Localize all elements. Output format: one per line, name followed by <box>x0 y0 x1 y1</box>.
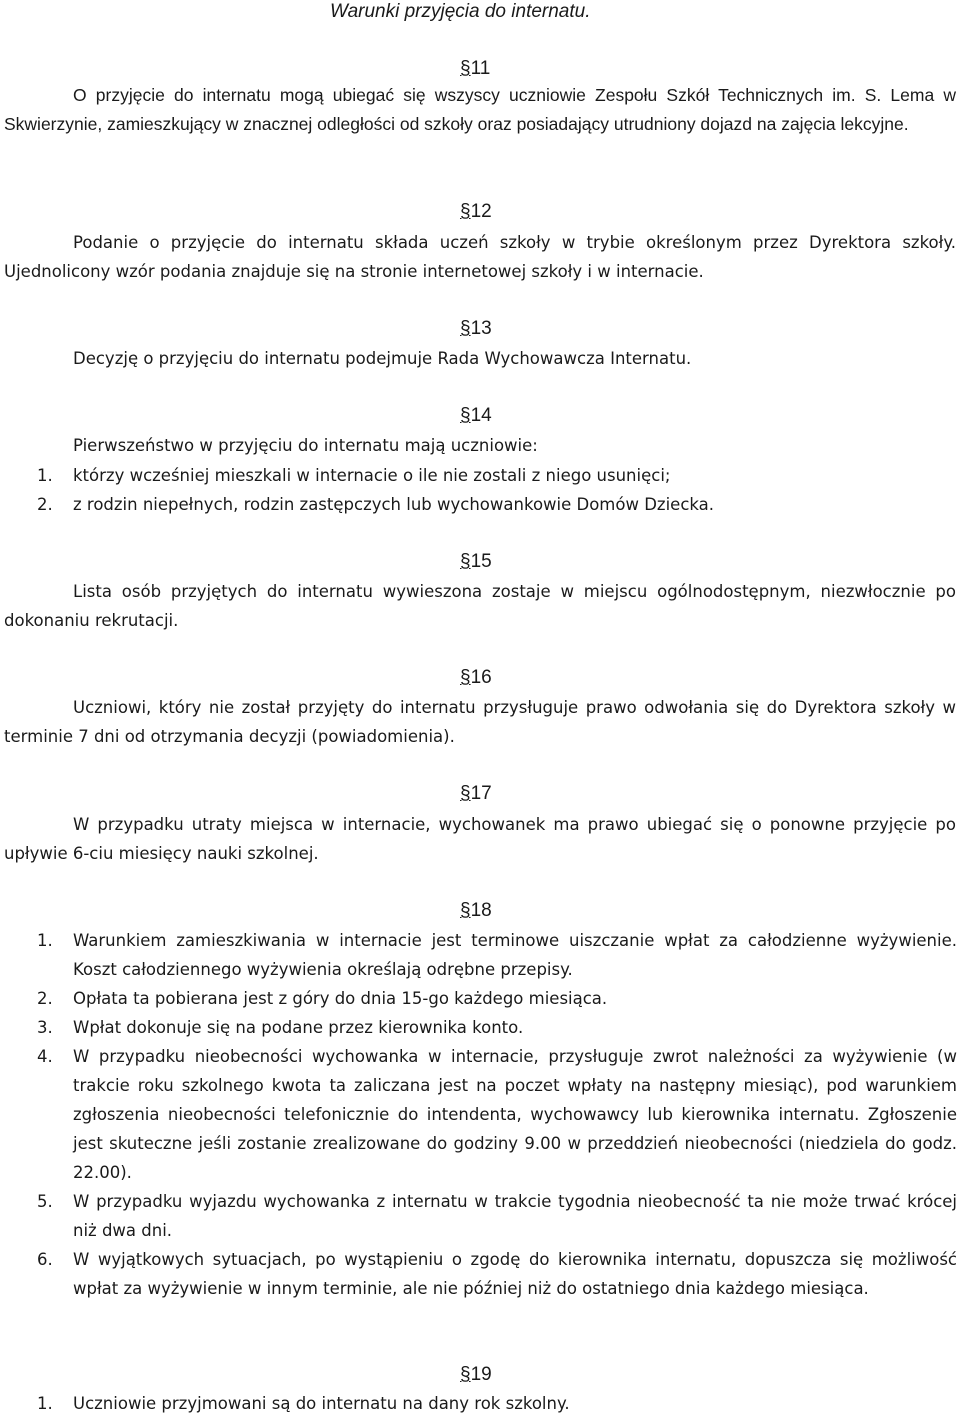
section-symbol: § <box>460 318 471 339</box>
list-item: W wyjątkowych sytuacjach, po wystąpieniu o zgodę do kierownika internatu, dopuszcza się możliwość wpłat za wyżywienie w innym terminie, ale nie później niż do ostatniego dnia każdego miesiąca. <box>73 1250 957 1298</box>
section-heading-13 <box>460 317 492 341</box>
section-17-text: W przypadku utraty miejsca w internacie, wychowanek ma prawo ubiegać się o ponowne przyjęcie po upływie 6-ciu miesięcy nauki szkolnej. <box>4 815 956 863</box>
section-symbol: § <box>460 900 471 921</box>
list-item-number: 2. <box>37 989 53 1008</box>
list-item-number: 1. <box>37 931 53 950</box>
section-heading-16 <box>460 666 492 690</box>
list-item-number: 4. <box>37 1047 53 1066</box>
section-number: 18 <box>470 900 492 921</box>
section-number: 17 <box>470 783 492 804</box>
list-item-number: 2. <box>37 495 53 514</box>
document-title: Warunki przyjęcia do internatu. <box>330 1 591 22</box>
list-item: Warunkiem zamieszkiwania w internacie jest terminowe uiszczanie wpłat za całodzienne wyżywienie. Koszt całodziennego wyżywienia określają odrębne przepisy. <box>73 931 957 979</box>
section-symbol: § <box>460 551 471 572</box>
list-item-number: 1. <box>37 1394 53 1413</box>
section-symbol: § <box>460 1364 471 1385</box>
section-number: 12 <box>470 201 492 222</box>
section-16-text: Uczniowi, który nie został przyjęty do internatu przysługuje prawo odwołania się do Dyrektora szkoły w terminie 7 dni od otrzymania decyzji (powiadomienia). <box>4 698 956 746</box>
section-heading-14 <box>460 404 492 428</box>
section-15-text: Lista osób przyjętych do internatu wywieszona zostaje w miejscu ogólnodostępnym, niezwłocznie po dokonaniu rekrutacji. <box>4 582 956 630</box>
section-heading-17 <box>460 782 492 806</box>
section-11-text: O przyjęcie do internatu mogą ubiegać się wszyscy uczniowie Zespołu Szkół Technicznych im. S. Lema w Skwierzynie, zamieszkujący w znacznej odległości od szkoły oraz posiadający utrudniony dojazd na zajęcia lekcyjne. <box>4 85 956 134</box>
section-heading-18 <box>460 899 492 923</box>
section-number: 11 <box>470 58 491 79</box>
section-number: 13 <box>470 318 492 339</box>
section-heading-11 <box>460 57 490 81</box>
list-item: z rodzin niepełnych, rodzin zastępczych lub wychowankowie Domów Dziecka. <box>73 495 715 514</box>
section-number: 16 <box>470 667 492 688</box>
section-symbol: § <box>460 201 471 222</box>
section-heading-15 <box>460 550 492 574</box>
list-item: W przypadku nieobecności wychowanka w internacie, przysługuje zwrot należności za wyżywienie (w trakcie roku szkolnego kwota ta zaliczana jest na poczet wpłaty na następny miesiąc), pod warunkiem zgłoszenia nieobecności telefonicznie do intendenta, wychowawcy lub kierownika internatu. Zgłoszenie jest skuteczne jeśli zostanie zrealizowane do godziny 9.00 w przeddzień nieobecności (niedziela do godz. 22.00). <box>73 1047 957 1182</box>
section-number: 15 <box>470 551 492 572</box>
section-12-text: Podanie o przyjęcie do internatu składa uczeń szkoły w trybie określonym przez Dyrektora szkoły. Ujednolicony wzór podania znajduje się na stronie internetowej szkoły i w internacie. <box>4 233 956 281</box>
list-item-number: 3. <box>37 1018 53 1037</box>
section-symbol: § <box>460 783 471 804</box>
section-heading-19 <box>460 1363 492 1387</box>
section-symbol: § <box>460 58 471 79</box>
list-item: Uczniowie przyjmowani są do internatu na dany rok szkolny. <box>73 1394 570 1413</box>
list-item: W przypadku wyjazdu wychowanka z internatu w trakcie tygodnia nieobecność ta nie może trwać krócej niż dwa dni. <box>73 1192 957 1240</box>
list-item-number: 5. <box>37 1192 53 1211</box>
section-13-text: Decyzję o przyjęciu do internatu podejmuje Rada Wychowawcza Internatu. <box>73 349 692 368</box>
section-number: 19 <box>470 1364 492 1385</box>
list-item-number: 1. <box>37 466 53 485</box>
list-item: Wpłat dokonuje się na podane przez kierownika konto. <box>73 1018 524 1037</box>
section-number: 14 <box>470 405 492 426</box>
section-symbol: § <box>460 405 471 426</box>
list-item: Opłata ta pobierana jest z góry do dnia 15-go każdego miesiąca. <box>73 989 608 1008</box>
list-item-number: 6. <box>37 1250 53 1269</box>
list-item: którzy wcześniej mieszkali w internacie o ile nie zostali z niego usunięci; <box>73 466 671 485</box>
section-heading-12 <box>460 200 492 224</box>
section-14-intro: Pierwszeństwo w przyjęciu do internatu mają uczniowie: <box>73 436 538 455</box>
section-symbol: § <box>460 667 471 688</box>
